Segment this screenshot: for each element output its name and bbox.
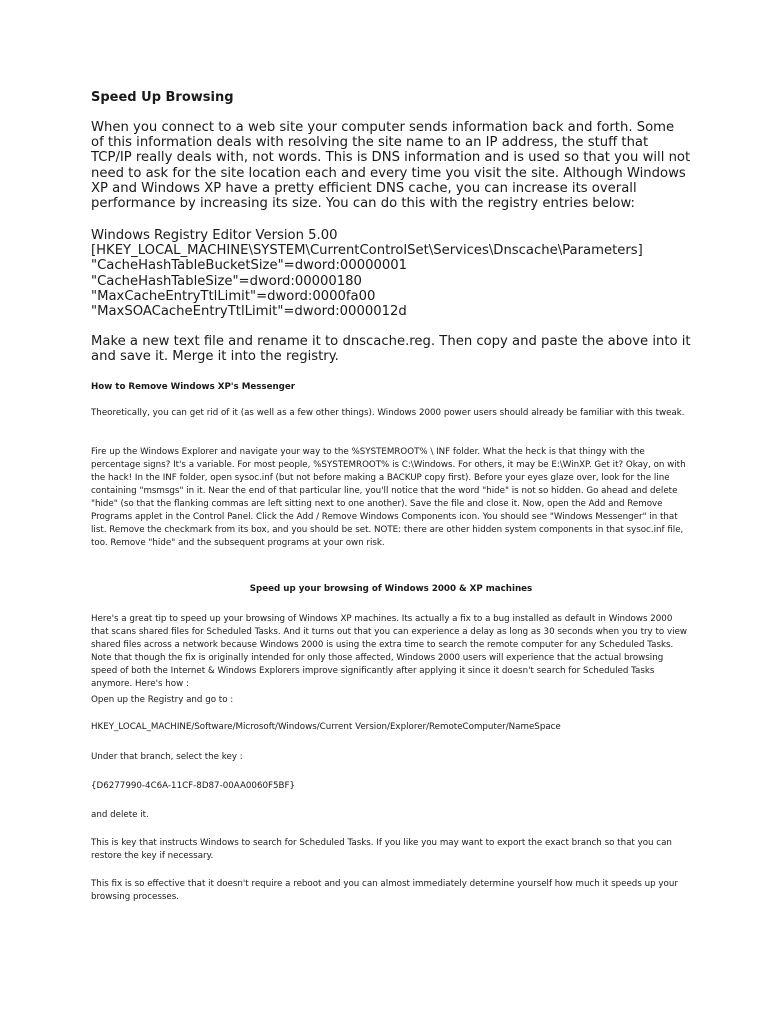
registry-line: [HKEY_LOCAL_MACHINE\SYSTEM\CurrentControlSet\Services\Dnscache\Parameters]: [91, 243, 643, 259]
registry-line: Windows Registry Editor Version 5.00: [91, 228, 338, 243]
section-title-speed-up-windows: Speed up your browsing of Windows 2000 & XP machines: [249, 584, 533, 594]
registry-line: "MaxCacheEntryTtlLimit"=dword:0000fa00: [91, 288, 376, 304]
registry-line: "CacheHashTableBucketSize"=dword:00000001: [91, 258, 408, 274]
speedup-paragraph-1: Here's a great tip to speed up your browsing of Windows XP machines. Its actually a fix to a bug installed as default in Windows 2000 that scans shared files for Scheduled Tasks. And it turns out that you can experience a delay as long as 30 seconds when you try to view shared files across a network because Windows 2000 is using the extra time to search the remote computer for any Scheduled Tasks. Note that though the fix is originally intended for only those affected, Windows 2000 users will experience that the actual browsing speed of both the Internet & Windows Explorers improve significantly after applying it since it doesn't search for Scheduled Tasks anymore. Here's how :: [91, 614, 687, 689]
speedup-paragraph-4: Under that branch, select the key :: [91, 752, 243, 762]
section-intro-paragraph: When you connect to a web site your computer sends information back and forth. Some of this information deals with resolving the site name to an IP address, the stuff that TCP/IP really deals with, not words. This is DNS information and is used so that you will not need to ask for the site location each and every time you visit the site. Although Windows XP and Windows XP have a pretty efficient DNS cache, you can increase its overall performance by increasing its size. You can do this with the registry entries below:: [91, 120, 691, 212]
speedup-paragraph-8: This fix is so effective that it doesn't require a reboot and you can almost immediately determine yourself how much it speeds up your browsing processes.: [91, 879, 678, 902]
speedup-paragraph-6: and delete it.: [91, 810, 149, 820]
section-outro-paragraph: Make a new text file and rename it to dnscache.reg. Then copy and paste the above into it and save it. Merge it into the registry.: [91, 334, 691, 365]
messenger-paragraph-1: Theoretically, you can get rid of it (as well as a few other things). Windows 2000 power users should already be familiar with this tweak.: [91, 408, 685, 418]
registry-line: "MaxSOACacheEntryTtlLimit"=dword:0000012d: [91, 304, 407, 320]
speedup-paragraph-7: This is key that instructs Windows to search for Scheduled Tasks. If you like you may want to export the exact branch so that you can restore the key if necessary.: [91, 838, 672, 861]
speedup-paragraph-2: Open up the Registry and go to :: [91, 695, 234, 705]
section-title-remove-messenger: How to Remove Windows XP's Messenger: [91, 382, 296, 392]
section-title-speed-up-browsing: Speed Up Browsing: [91, 90, 234, 105]
registry-line: "CacheHashTableSize"=dword:00000180: [91, 273, 362, 289]
registry-entries-block: [91, 228, 691, 319]
registry-key-guid: {D6277990-4C6A-11CF-8D87-00AA0060F5BF}: [91, 781, 296, 791]
messenger-paragraph-2: Fire up the Windows Explorer and navigate your way to the %SYSTEMROOT% \ INF folder. What the heck is that thingy with the percentage signs? It's a variable. For most people, %SYSTEMROOT% is C:\Windows. For others, it may be E:\WinXP. Get it? Okay, on with the hack! In the INF folder, open sysoc.inf (but not before making a BACKUP copy first). Before your eyes glaze over, look for the line containing "msmsgs" in it. Near the end of that particular line, you'll notice that the word "hide" is not so hidden. Go ahead and delete "hide" (so that the flanking commas are left sitting next to one another). Save the file and close it. Now, open the Add and Remove Programs applet in the Control Panel. Click the Add / Remove Windows Components icon. You should see "Windows Messenger" in that list. Remove the checkmark from its box, and you should be set. NOTE: there are other hidden system components in that sysoc.inf file, too. Remove "hide" and the subsequent programs at your own risk.: [91, 447, 686, 548]
registry-path: HKEY_LOCAL_MACHINE/Software/Microsoft/Windows/Current Version/Explorer/RemoteComputer/NameSpace: [91, 722, 561, 732]
